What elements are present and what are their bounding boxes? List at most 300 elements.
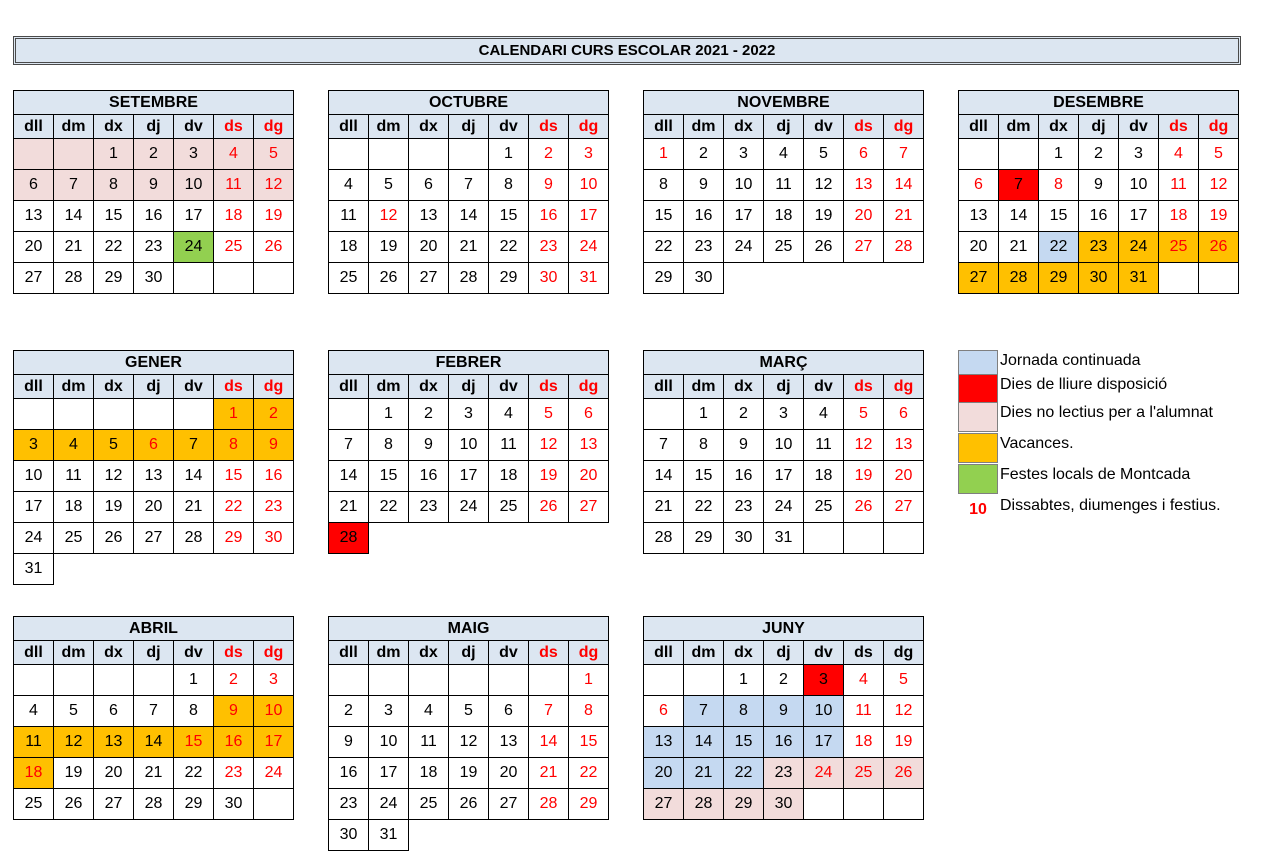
day-cell: 24 — [369, 789, 409, 820]
day-cell: 26 — [449, 789, 489, 820]
day-cell: 9 — [684, 170, 724, 201]
weekday-header: dj — [1079, 115, 1119, 139]
day-cell: 14 — [884, 170, 924, 201]
day-cell: 8 — [644, 170, 684, 201]
month-name: FEBRER — [329, 351, 609, 375]
day-cell: 16 — [684, 201, 724, 232]
day-cell: 29 — [94, 263, 134, 294]
blank-space — [569, 523, 609, 554]
empty-cell — [254, 789, 294, 820]
empty-cell — [644, 399, 684, 430]
day-cell: 26 — [529, 492, 569, 523]
legend-item — [958, 374, 1258, 404]
day-cell: 6 — [409, 170, 449, 201]
day-cell: 30 — [329, 820, 369, 851]
weekday-header: dx — [409, 375, 449, 399]
weekday-header: dg — [254, 115, 294, 139]
day-cell: 4 — [489, 399, 529, 430]
day-cell: 2 — [254, 399, 294, 430]
day-cell: 12 — [844, 430, 884, 461]
legend-swatch — [958, 402, 998, 432]
empty-cell — [329, 399, 369, 430]
day-cell: 8 — [1039, 170, 1079, 201]
day-cell: 25 — [764, 232, 804, 263]
day-cell: 23 — [214, 758, 254, 789]
day-cell: 18 — [54, 492, 94, 523]
weekday-header: dv — [804, 375, 844, 399]
day-cell: 26 — [94, 523, 134, 554]
day-cell: 16 — [764, 727, 804, 758]
day-cell: 14 — [529, 727, 569, 758]
day-cell: 9 — [329, 727, 369, 758]
day-cell: 20 — [134, 492, 174, 523]
day-cell: 6 — [844, 139, 884, 170]
day-cell: 18 — [764, 201, 804, 232]
weekday-header: ds — [529, 641, 569, 665]
day-cell: 13 — [489, 727, 529, 758]
legend-label: Jornada continuada — [1000, 352, 1141, 369]
day-cell: 25 — [844, 758, 884, 789]
month-novembre — [643, 90, 924, 294]
day-cell: 7 — [449, 170, 489, 201]
weekday-header: dg — [884, 641, 924, 665]
blank-space — [884, 263, 924, 294]
day-cell: 22 — [214, 492, 254, 523]
day-cell: 9 — [214, 696, 254, 727]
day-cell: 1 — [684, 399, 724, 430]
weekday-header: dv — [804, 115, 844, 139]
day-cell: 25 — [804, 492, 844, 523]
day-cell: 17 — [254, 727, 294, 758]
day-cell: 29 — [214, 523, 254, 554]
day-cell: 22 — [369, 492, 409, 523]
day-cell: 17 — [724, 201, 764, 232]
day-cell: 20 — [644, 758, 684, 789]
empty-cell — [999, 139, 1039, 170]
blank-space — [489, 523, 529, 554]
day-cell: 26 — [844, 492, 884, 523]
blank-space — [764, 263, 804, 294]
weekday-header: dj — [134, 641, 174, 665]
day-cell: 19 — [884, 727, 924, 758]
day-cell: 5 — [529, 399, 569, 430]
day-cell: 30 — [214, 789, 254, 820]
day-cell: 17 — [1119, 201, 1159, 232]
day-cell: 21 — [644, 492, 684, 523]
blank-space — [529, 523, 569, 554]
day-cell: 21 — [54, 232, 94, 263]
day-cell: 25 — [329, 263, 369, 294]
day-cell: 15 — [369, 461, 409, 492]
day-cell: 27 — [489, 789, 529, 820]
day-cell: 6 — [644, 696, 684, 727]
day-cell: 30 — [764, 789, 804, 820]
day-cell: 5 — [884, 665, 924, 696]
empty-cell — [844, 523, 884, 554]
empty-cell — [94, 399, 134, 430]
day-cell: 7 — [134, 696, 174, 727]
legend-label: Festes locals de Montcada — [1000, 466, 1191, 483]
blank-space — [409, 523, 449, 554]
empty-cell — [1199, 263, 1239, 294]
day-cell: 4 — [14, 696, 54, 727]
weekday-header: dx — [409, 641, 449, 665]
day-cell: 19 — [254, 201, 294, 232]
weekday-header: dx — [724, 641, 764, 665]
day-cell: 1 — [214, 399, 254, 430]
day-cell: 24 — [804, 758, 844, 789]
day-cell: 26 — [254, 232, 294, 263]
empty-cell — [214, 263, 254, 294]
day-cell: 29 — [1039, 263, 1079, 294]
blank-space — [214, 554, 254, 585]
weekday-header: dv — [489, 375, 529, 399]
day-cell: 20 — [14, 232, 54, 263]
weekday-header: ds — [214, 641, 254, 665]
day-cell: 19 — [369, 232, 409, 263]
day-cell: 7 — [644, 430, 684, 461]
weekday-header: dg — [884, 375, 924, 399]
day-cell: 15 — [684, 461, 724, 492]
day-cell: 3 — [369, 696, 409, 727]
day-cell: 8 — [94, 170, 134, 201]
month-juny — [643, 616, 924, 820]
day-cell: 24 — [1119, 232, 1159, 263]
weekday-header: ds — [529, 375, 569, 399]
day-cell: 13 — [959, 201, 999, 232]
weekday-header: dll — [329, 641, 369, 665]
month-name: NOVEMBRE — [644, 91, 924, 115]
weekday-header: dll — [14, 115, 54, 139]
empty-cell — [174, 263, 214, 294]
day-cell: 31 — [14, 554, 54, 585]
day-cell: 10 — [449, 430, 489, 461]
day-cell: 4 — [764, 139, 804, 170]
weekday-header: dj — [134, 375, 174, 399]
empty-cell — [489, 665, 529, 696]
weekday-header: dll — [959, 115, 999, 139]
day-cell: 13 — [644, 727, 684, 758]
day-cell: 9 — [764, 696, 804, 727]
day-cell: 15 — [94, 201, 134, 232]
day-cell: 3 — [254, 665, 294, 696]
day-cell: 29 — [489, 263, 529, 294]
day-cell: 11 — [844, 696, 884, 727]
day-cell: 30 — [254, 523, 294, 554]
day-cell: 13 — [94, 727, 134, 758]
day-cell: 22 — [569, 758, 609, 789]
day-cell: 31 — [764, 523, 804, 554]
month-abril — [13, 616, 294, 820]
legend-item — [958, 464, 1258, 494]
weekday-header: dll — [644, 115, 684, 139]
day-cell: 2 — [214, 665, 254, 696]
day-cell: 22 — [489, 232, 529, 263]
weekday-header: dll — [14, 375, 54, 399]
legend-label: Dies de lliure disposició — [1000, 376, 1168, 393]
day-cell: 3 — [1119, 139, 1159, 170]
day-cell: 22 — [174, 758, 214, 789]
day-cell: 3 — [174, 139, 214, 170]
day-cell: 10 — [174, 170, 214, 201]
weekday-header: dv — [174, 375, 214, 399]
day-cell: 21 — [884, 201, 924, 232]
weekday-header: dv — [804, 641, 844, 665]
day-cell: 13 — [844, 170, 884, 201]
month-setembre — [13, 90, 294, 294]
day-cell: 18 — [1159, 201, 1199, 232]
day-cell: 4 — [844, 665, 884, 696]
day-cell: 20 — [844, 201, 884, 232]
day-cell: 16 — [409, 461, 449, 492]
day-cell: 17 — [764, 461, 804, 492]
day-cell: 19 — [529, 461, 569, 492]
empty-cell — [529, 665, 569, 696]
day-cell: 17 — [804, 727, 844, 758]
blank-space — [804, 263, 844, 294]
day-cell: 6 — [94, 696, 134, 727]
day-cell: 3 — [14, 430, 54, 461]
weekday-header: dll — [644, 375, 684, 399]
day-cell: 15 — [214, 461, 254, 492]
day-cell: 5 — [369, 170, 409, 201]
weekday-header: ds — [844, 641, 884, 665]
day-cell: 16 — [214, 727, 254, 758]
day-cell: 30 — [1079, 263, 1119, 294]
weekday-header: dv — [1119, 115, 1159, 139]
blank-space — [409, 820, 449, 851]
day-cell: 11 — [804, 430, 844, 461]
day-cell: 10 — [569, 170, 609, 201]
day-cell: 18 — [329, 232, 369, 263]
day-cell: 12 — [94, 461, 134, 492]
day-cell: 4 — [214, 139, 254, 170]
month-gener — [13, 350, 294, 585]
month-name: DESEMBRE — [959, 91, 1239, 115]
day-cell: 1 — [369, 399, 409, 430]
month-octubre — [328, 90, 609, 294]
day-cell: 8 — [569, 696, 609, 727]
day-cell: 4 — [329, 170, 369, 201]
day-cell: 2 — [1079, 139, 1119, 170]
blank-space — [844, 263, 884, 294]
day-cell: 29 — [644, 263, 684, 294]
day-cell: 1 — [94, 139, 134, 170]
weekday-header: dj — [449, 375, 489, 399]
day-cell: 17 — [569, 201, 609, 232]
day-cell: 2 — [724, 399, 764, 430]
day-cell: 12 — [254, 170, 294, 201]
weekday-header: dj — [449, 641, 489, 665]
month-name: ABRIL — [14, 617, 294, 641]
day-cell: 8 — [214, 430, 254, 461]
day-cell: 31 — [569, 263, 609, 294]
empty-cell — [884, 789, 924, 820]
day-cell: 10 — [764, 430, 804, 461]
weekday-header: dj — [764, 375, 804, 399]
day-cell: 23 — [1079, 232, 1119, 263]
day-cell: 24 — [449, 492, 489, 523]
day-cell: 28 — [529, 789, 569, 820]
day-cell: 23 — [134, 232, 174, 263]
day-cell: 7 — [54, 170, 94, 201]
day-cell: 23 — [529, 232, 569, 263]
day-cell: 18 — [214, 201, 254, 232]
day-cell: 4 — [409, 696, 449, 727]
empty-cell — [14, 139, 54, 170]
day-cell: 18 — [844, 727, 884, 758]
weekday-header: ds — [844, 375, 884, 399]
weekday-header: dg — [569, 115, 609, 139]
day-cell: 22 — [94, 232, 134, 263]
day-cell: 19 — [449, 758, 489, 789]
day-cell: 4 — [804, 399, 844, 430]
day-cell: 15 — [174, 727, 214, 758]
empty-cell — [369, 665, 409, 696]
day-cell: 13 — [409, 201, 449, 232]
weekday-header: dg — [254, 375, 294, 399]
day-cell: 25 — [489, 492, 529, 523]
day-cell: 16 — [329, 758, 369, 789]
blank-space — [54, 554, 94, 585]
blank-space — [724, 263, 764, 294]
day-cell: 30 — [724, 523, 764, 554]
empty-cell — [14, 399, 54, 430]
day-cell: 21 — [684, 758, 724, 789]
day-cell: 21 — [999, 232, 1039, 263]
empty-cell — [409, 665, 449, 696]
day-cell: 15 — [644, 201, 684, 232]
day-cell: 18 — [14, 758, 54, 789]
day-cell: 31 — [1119, 263, 1159, 294]
day-cell: 24 — [174, 232, 214, 263]
day-cell: 8 — [724, 696, 764, 727]
day-cell: 1 — [1039, 139, 1079, 170]
day-cell: 5 — [804, 139, 844, 170]
day-cell: 4 — [1159, 139, 1199, 170]
day-cell: 20 — [489, 758, 529, 789]
day-cell: 24 — [764, 492, 804, 523]
day-cell: 15 — [1039, 201, 1079, 232]
weekday-header: dj — [449, 115, 489, 139]
day-cell: 2 — [329, 696, 369, 727]
month-name: SETEMBRE — [14, 91, 294, 115]
month-març — [643, 350, 924, 554]
day-cell: 1 — [569, 665, 609, 696]
legend-item — [958, 433, 1258, 463]
day-cell: 2 — [529, 139, 569, 170]
day-cell: 22 — [644, 232, 684, 263]
day-cell: 18 — [489, 461, 529, 492]
day-cell: 18 — [409, 758, 449, 789]
month-febrer — [328, 350, 609, 554]
weekday-header: dv — [174, 641, 214, 665]
day-cell: 9 — [529, 170, 569, 201]
day-cell: 11 — [14, 727, 54, 758]
day-cell: 2 — [134, 139, 174, 170]
weekday-header: dx — [94, 115, 134, 139]
day-cell: 3 — [804, 665, 844, 696]
day-cell: 28 — [174, 523, 214, 554]
empty-cell — [54, 139, 94, 170]
weekday-header: dx — [724, 115, 764, 139]
day-cell: 5 — [844, 399, 884, 430]
weekday-header: dm — [684, 115, 724, 139]
day-cell: 26 — [369, 263, 409, 294]
day-cell: 30 — [529, 263, 569, 294]
day-cell: 23 — [254, 492, 294, 523]
weekday-header: dj — [764, 115, 804, 139]
day-cell: 25 — [14, 789, 54, 820]
day-cell: 7 — [999, 170, 1039, 201]
day-cell: 8 — [489, 170, 529, 201]
weekday-header: dj — [134, 115, 174, 139]
day-cell: 27 — [14, 263, 54, 294]
day-cell: 11 — [764, 170, 804, 201]
legend-label: Vacances. — [1000, 435, 1074, 452]
day-cell: 10 — [724, 170, 764, 201]
day-cell: 16 — [529, 201, 569, 232]
day-cell: 7 — [884, 139, 924, 170]
day-cell: 27 — [844, 232, 884, 263]
day-cell: 28 — [884, 232, 924, 263]
empty-cell — [329, 139, 369, 170]
day-cell: 12 — [1199, 170, 1239, 201]
day-cell: 9 — [724, 430, 764, 461]
blank-space — [569, 820, 609, 851]
day-cell: 13 — [134, 461, 174, 492]
legend-item — [958, 495, 1258, 525]
day-cell: 10 — [1119, 170, 1159, 201]
day-cell: 14 — [54, 201, 94, 232]
day-cell: 12 — [804, 170, 844, 201]
day-cell: 12 — [369, 201, 409, 232]
day-cell: 20 — [884, 461, 924, 492]
day-cell: 28 — [999, 263, 1039, 294]
weekday-header: dg — [254, 641, 294, 665]
day-cell: 6 — [489, 696, 529, 727]
day-cell: 13 — [569, 430, 609, 461]
day-cell: 23 — [724, 492, 764, 523]
day-cell: 28 — [684, 789, 724, 820]
empty-cell — [409, 139, 449, 170]
weekday-header: dx — [409, 115, 449, 139]
month-name: JUNY — [644, 617, 924, 641]
day-cell: 20 — [94, 758, 134, 789]
day-cell: 29 — [569, 789, 609, 820]
day-cell: 27 — [94, 789, 134, 820]
empty-cell — [884, 523, 924, 554]
day-cell: 23 — [764, 758, 804, 789]
day-cell: 24 — [724, 232, 764, 263]
day-cell: 19 — [94, 492, 134, 523]
day-cell: 27 — [959, 263, 999, 294]
day-cell: 28 — [54, 263, 94, 294]
day-cell: 11 — [489, 430, 529, 461]
weekday-header: dx — [94, 375, 134, 399]
day-cell: 22 — [724, 758, 764, 789]
day-cell: 29 — [174, 789, 214, 820]
day-cell: 1 — [644, 139, 684, 170]
day-cell: 7 — [529, 696, 569, 727]
day-cell: 21 — [174, 492, 214, 523]
weekday-header: dll — [329, 115, 369, 139]
day-cell: 6 — [884, 399, 924, 430]
day-cell: 15 — [489, 201, 529, 232]
blank-space — [449, 523, 489, 554]
weekday-header: ds — [214, 115, 254, 139]
day-cell: 29 — [724, 789, 764, 820]
